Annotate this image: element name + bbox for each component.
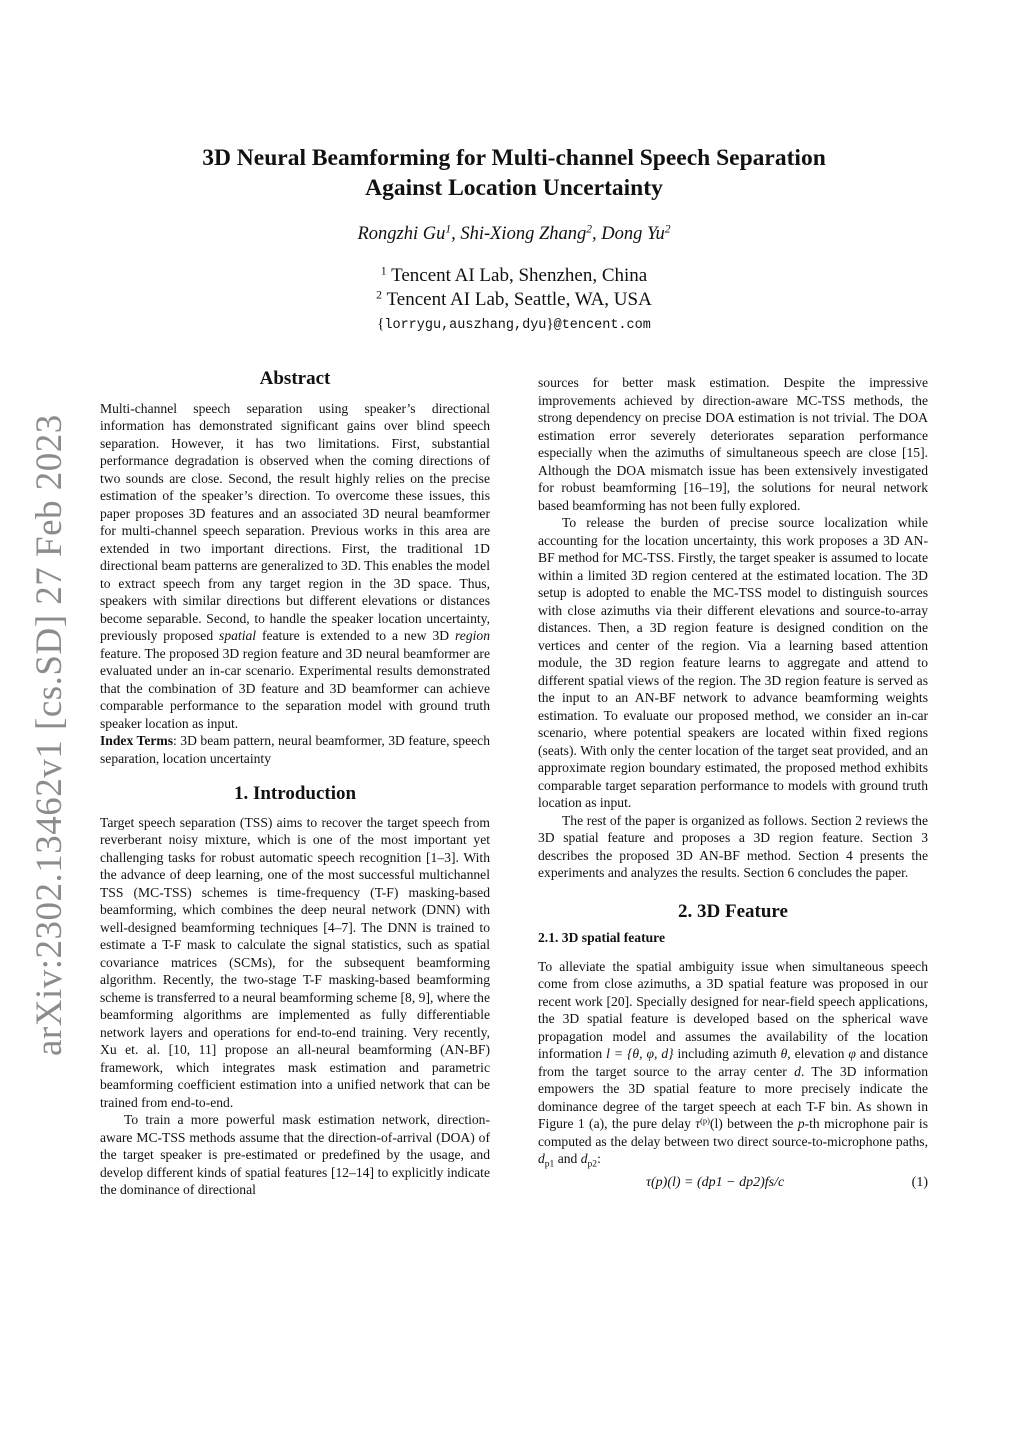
section2-heading: 2. 3D Feature [678,900,788,922]
affiliation-line: $^2$ Tencent AI Lab, Seattle, WA, USA [376,288,652,310]
author-name: Dong Yu [601,224,665,244]
arxiv-identifier: arXiv:2302.13462v1 [cs.SD] 27 Feb 2023 [29,414,70,1056]
author-affil-mark: 2 [586,223,592,236]
title-line-2: Against Location Uncertainty [365,175,663,201]
author-list [100,224,928,245]
author-separator: , [451,224,461,244]
author-affil-mark: 1 [445,223,452,236]
section2-paragraph: To alleviate the spatial ambiguity issue when simultaneous speech come from close azimuths, a 3D spatial feature was proposed in our recent work [20]. Specially designed for near-field speech applications, the 3D spatial feature is developed based on the spherical wave propagation model and assumes the availability of the location information l = {θ, φ, d} including azimuth θ, elevation φ and distance from the target source to the array center d. The 3D information empowers the 3D spatial feature to more precisely indicate the dominance degree of the target speech at each T-F bin. As shown in Figure 1 (a), the pure delay $\tau^{(p)}(l)$ between the p-th microphone pair is computed as the delay between two direct source-to-microphone paths, $d_{p1}$ and $d_{p2}$: [538,958,928,1170]
right-column [538,374,928,1192]
author-name: Shi-Xiong Zhang [460,224,587,244]
abstract-heading: Abstract [259,368,331,389]
abstract-text: Multi-channel speech separation using speaker’s directional information has demonstrated significant gains over blind speech separation. However, it has two limitations. First, substantial performance degradation is observed when the coming directions of two sounds are close. Second, the result highly relies on the precise estimation of the speaker’s direction. To overcome these issues, this paper proposes 3D features and an associated 3D neural beamformer for multi-channel speech separation. Previous works in this area are extended in two important directions. First, the traditional 1D directional beam patterns are generalized to 3D. This enables the model to extract speech from any target region in the 3D space. Thus, speakers with similar directions but different elevations or distances become separable. Second, to handle the speaker location uncertainty, previously proposed spatial feature is extended to a new 3D region feature. The proposed 3D region feature and 3D neural beamformer are evaluated under an in-car scenario. Experimental results demonstrated that the combination of 3D feature and 3D beamformer can achieve comparable performance to the separation model with ground truth speaker location as input. [100,400,490,731]
left-column [100,370,490,1199]
math-location: l = {θ, φ, d} [606,1046,674,1061]
affiliations [100,264,928,312]
intro-paragraph-2: To train a more powerful mask estimation network, direction-aware MC-TSS methods assume that the direction-of-arrival (DOA) of the target speaker is pre-estimated or predefined by the usage, and develop different kinds of spatial features [12–14] to explicitly indicate the dominance of directional [100,1112,490,1197]
index-terms: Index Terms: 3D beam pattern, neural beamformer, 3D feature, speech separation, location uncertainty [100,733,490,766]
email-domain: @tencent.com [553,318,651,333]
intro-paragraph-5: The rest of the paper is organized as follows. Section 2 reviews the 3D spatial feature and proposes a 3D region feature. Section 3 describes the proposed 3D AN-BF method. Section 4 presents the experiments and analyzes the results. Section 6 concludes the paper. [538,812,928,880]
author-emails: {lorrygu,auszhang,dyu}@tencent.com [377,316,651,333]
paper-title [100,143,928,203]
intro-paragraph-4: To release the burden of precise source localization while accounting for the location uncertainty, this work proposes a 3D AN-BF method for MC-TSS. Firstly, the target speaker is assumed to locate within a limited 3D region centered at the estimated location. The 3D setup is adopted to enable the MC-TSS model to distinguish sources with close azimuths via their different elevations and source-to-array distances. Then, a 3D region feature is designed condition on the vertices and center of the region. Via a learning based attention module, the 3D region feature learns to aggregate and attend to different spatial views of the region. The 3D region feature is served as the input to an AN-BF network to advance beamforming weights estimation. To evaluate our proposed method, we consider an in-car scenario, where potential speakers are located within fixed regions (seats). With only the center location of the target seat provided, and an approximate region boundary estimated, the proposed method exhibits comparable target separation performance to models with ground truth location as input. [538,515,928,810]
title-line-1: 3D Neural Beamforming for Multi-channel Speech Separation [202,145,826,171]
intro-paragraph-3: sources for better mask estimation. Despite the impressive improvements achieved by direction-aware MC-TSS methods, the strong dependency on precise DOA estimation is not trivial. The DOA estimation error severely deteriorates separation performance especially when the azimuths of simultaneous speech are close [15]. Although the DOA mismatch issue has been extensively investigated for robust beamforming [16–19], the solutions for neural network based beamforming has not been fully explored. [538,375,928,513]
equation-formula: τ(p)(l) = (dp1 − dp2)fs/c [646,1175,785,1191]
introduction-heading: 1. Introduction [233,783,357,804]
subsection-2-1-heading: 2.1. 3D spatial feature [538,930,665,945]
affiliation-line: $^1$ Tencent AI Lab, Shenzhen, China [380,264,648,286]
intro-paragraph-1: Target speech separation (TSS) aims to recover the target speech from reverberant noisy mixture, which is one of the most important yet challenging tasks for robust automatic speech recognition [1–3]. With the advance of deep learning, one of the most successful multichannel TSS (MC-TSS) schemes is time-frequency (T-F) masking-based beamforming, which combines the deep neural network (DNN) with well-designed beamforming techniques [4–7]. The DNN is trained to estimate a T-F mask to calculate the signal statistics, such as spatial covariance matrices (SCMs), for the subsequent beamforming algorithm. Recently, the two-stage T-F masking-based beamforming scheme is transferred to a neural beamforming scheme [8, 9], where the beamforming algorithms are implemented as fully differentiable network layers and operations for end-to-end training. Very recently, Xu et. al. [10, 11] propose an all-neural beamforming (AN-BF) framework, which integrates mask estimation and parametric beamforming coefficient estimation into a unified network that can be trained from end-to-end. [100,814,490,1110]
author-name: Rongzhi Gu [357,224,446,244]
author-affil-mark: 2 [664,223,671,236]
email-users: lorrygu,auszhang,dyu [384,318,547,333]
equation-number: (1) [911,1175,928,1191]
author-separator: , [591,224,602,244]
equation-1 [538,1174,928,1192]
